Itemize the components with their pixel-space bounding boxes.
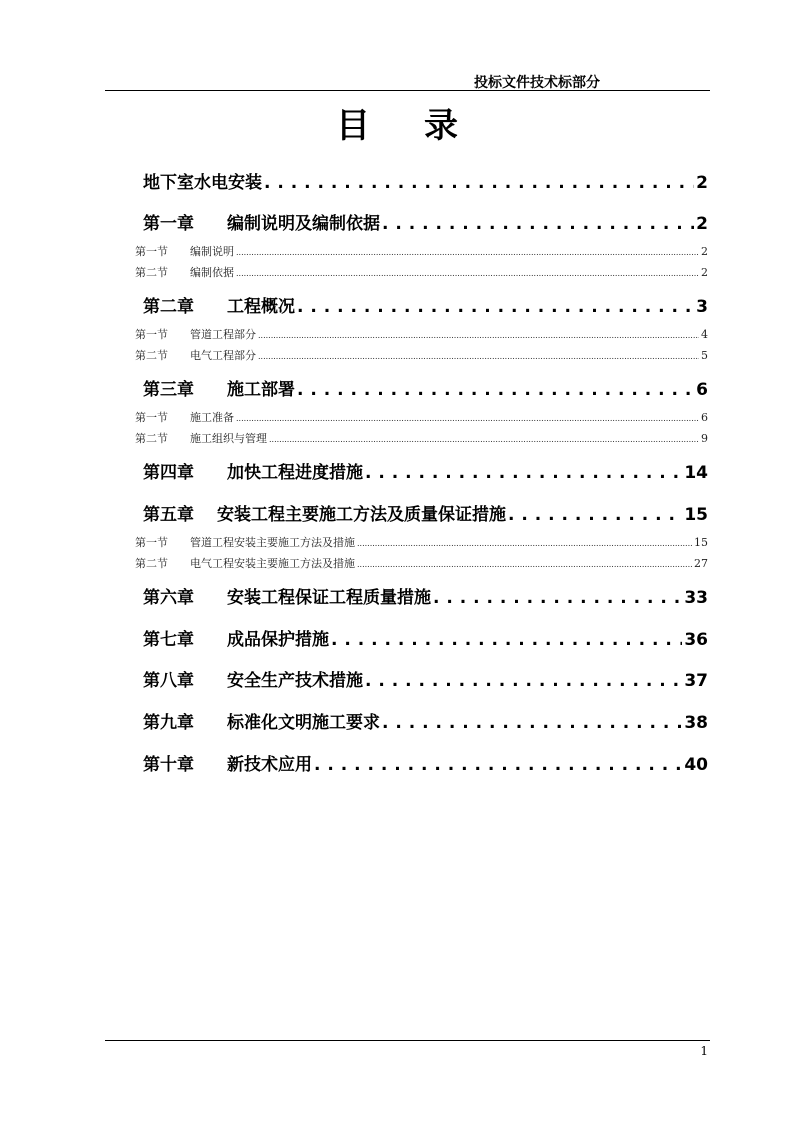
toc-entry-chapter-2[interactable] (143, 292, 708, 317)
dot-leader (357, 557, 692, 570)
toc-entry-page: 2 (696, 173, 708, 193)
title-char-1: 目 (336, 106, 370, 146)
title-char-2: 录 (424, 106, 458, 146)
toc-entry-title: 标准化文明施工要求 (227, 713, 380, 733)
toc-entry-section[interactable] (135, 347, 708, 363)
toc-entry-page: 5 (701, 349, 708, 362)
toc-entry-page: 6 (696, 380, 708, 400)
toc-entry-page: 2 (701, 245, 708, 258)
toc-entry-page: 3 (696, 297, 708, 317)
toc-entry-section[interactable] (135, 243, 708, 259)
toc-entry-title: 管道工程部分 (190, 328, 256, 341)
toc-entry-section[interactable] (135, 534, 708, 550)
toc-entry-page: 2 (696, 214, 708, 234)
toc-entry-title: 施工组织与管理 (190, 432, 267, 445)
dot-leader (433, 588, 682, 608)
toc-entry-chapter-5[interactable] (143, 500, 708, 525)
toc-entry-chapter-6[interactable] (143, 583, 708, 608)
toc-entry-title: 施工准备 (190, 411, 234, 424)
toc-entry-page: 14 (684, 463, 708, 483)
toc-entry-title: 成品保护措施 (227, 630, 329, 650)
toc-entry-title: 编制说明 (190, 245, 234, 258)
toc-entry-title: 电气工程部分 (190, 349, 256, 362)
page-number: 1 (700, 1044, 708, 1058)
dot-leader (382, 214, 694, 234)
toc-entry-number: 第九章 (143, 713, 194, 733)
toc-entry-page: 6 (701, 411, 708, 424)
toc-entry-number: 第二节 (135, 266, 168, 279)
toc-entry-chapter-4[interactable] (143, 458, 708, 483)
toc-entry-number: 第一节 (135, 536, 168, 549)
toc-entry-page: 15 (694, 536, 708, 549)
toc-entry-chapter-8[interactable] (143, 666, 708, 691)
toc-entry-number: 第五章 (143, 505, 194, 525)
toc-entry-number: 第四章 (143, 463, 194, 483)
toc-entry-page: 38 (684, 713, 708, 733)
toc-entry-number: 第二节 (135, 432, 168, 445)
toc-entry-section[interactable] (135, 555, 708, 571)
dot-leader (258, 328, 699, 341)
footer-divider (105, 1040, 710, 1041)
toc-entry-number: 第一节 (135, 328, 168, 341)
toc-entry-title: 工程概况 (227, 297, 295, 317)
dot-leader (297, 297, 694, 317)
toc-entry-section[interactable] (135, 430, 708, 446)
dot-leader (357, 536, 692, 549)
toc-entry-title: 安装工程保证工程质量措施 (227, 588, 431, 608)
toc-entry-number: 第十章 (143, 755, 194, 775)
dot-leader (269, 432, 699, 445)
document-header: 投标文件技术标部分 (474, 75, 600, 91)
toc-entry-page: 4 (701, 328, 708, 341)
toc-entry-number: 第一章 (143, 214, 194, 234)
dot-leader (331, 630, 682, 650)
toc-entry-title: 编制依据 (190, 266, 234, 279)
toc-entry-chapter-1[interactable] (143, 209, 708, 234)
toc-entry-page: 9 (701, 432, 708, 445)
toc-entry-title: 加快工程进度措施 (227, 463, 363, 483)
toc-entry-chapter-3[interactable] (143, 375, 708, 400)
toc-entry-section[interactable] (135, 326, 708, 342)
toc-entry-number: 第二节 (135, 349, 168, 362)
dot-leader (508, 505, 682, 525)
dot-leader (314, 755, 682, 775)
toc-entry-section[interactable] (135, 264, 708, 280)
toc-entry-title: 安装工程主要施工方法及质量保证措施 (217, 505, 506, 525)
toc-entry-number: 第二节 (135, 557, 168, 570)
toc-entry-title: 安全生产技术措施 (227, 671, 363, 691)
dot-leader (365, 463, 682, 483)
toc-entry-page: 15 (684, 505, 708, 525)
toc-entry-intro[interactable] (143, 168, 708, 193)
dot-leader (365, 671, 682, 691)
toc-entry-number: 第七章 (143, 630, 194, 650)
toc-entry-number: 第六章 (143, 588, 194, 608)
toc-entry-chapter-10[interactable] (143, 750, 708, 775)
dot-leader (236, 411, 699, 424)
toc-entry-title: 施工部署 (227, 380, 295, 400)
toc-entry-section[interactable] (135, 409, 708, 425)
toc-entry-chapter-7[interactable] (143, 625, 708, 650)
toc-entry-page: 27 (694, 557, 708, 570)
toc-entry-number: 第二章 (143, 297, 194, 317)
toc-entry-number: 第一节 (135, 411, 168, 424)
toc-entry-page: 2 (701, 266, 708, 279)
toc-entry-number: 第三章 (143, 380, 194, 400)
toc-entry-chapter-9[interactable] (143, 708, 708, 733)
dot-leader (382, 713, 682, 733)
toc-entry-page: 37 (684, 671, 708, 691)
toc-entry-page: 33 (684, 588, 708, 608)
toc-entry-title: 电气工程安装主要施工方法及措施 (190, 557, 355, 570)
toc-entry-title: 地下室水电安装 (143, 173, 262, 193)
dot-leader (236, 266, 699, 279)
toc-entry-page: 36 (684, 630, 708, 650)
toc-entry-page: 40 (684, 755, 708, 775)
toc-entry-title: 编制说明及编制依据 (227, 214, 380, 234)
dot-leader (258, 349, 699, 362)
dot-leader (297, 380, 694, 400)
toc-entry-number: 第八章 (143, 671, 194, 691)
toc-entry-title: 新技术应用 (227, 755, 312, 775)
dot-leader (264, 173, 694, 193)
dot-leader (236, 245, 699, 258)
toc-entry-number: 第一节 (135, 245, 168, 258)
toc-entry-title: 管道工程安装主要施工方法及措施 (190, 536, 355, 549)
